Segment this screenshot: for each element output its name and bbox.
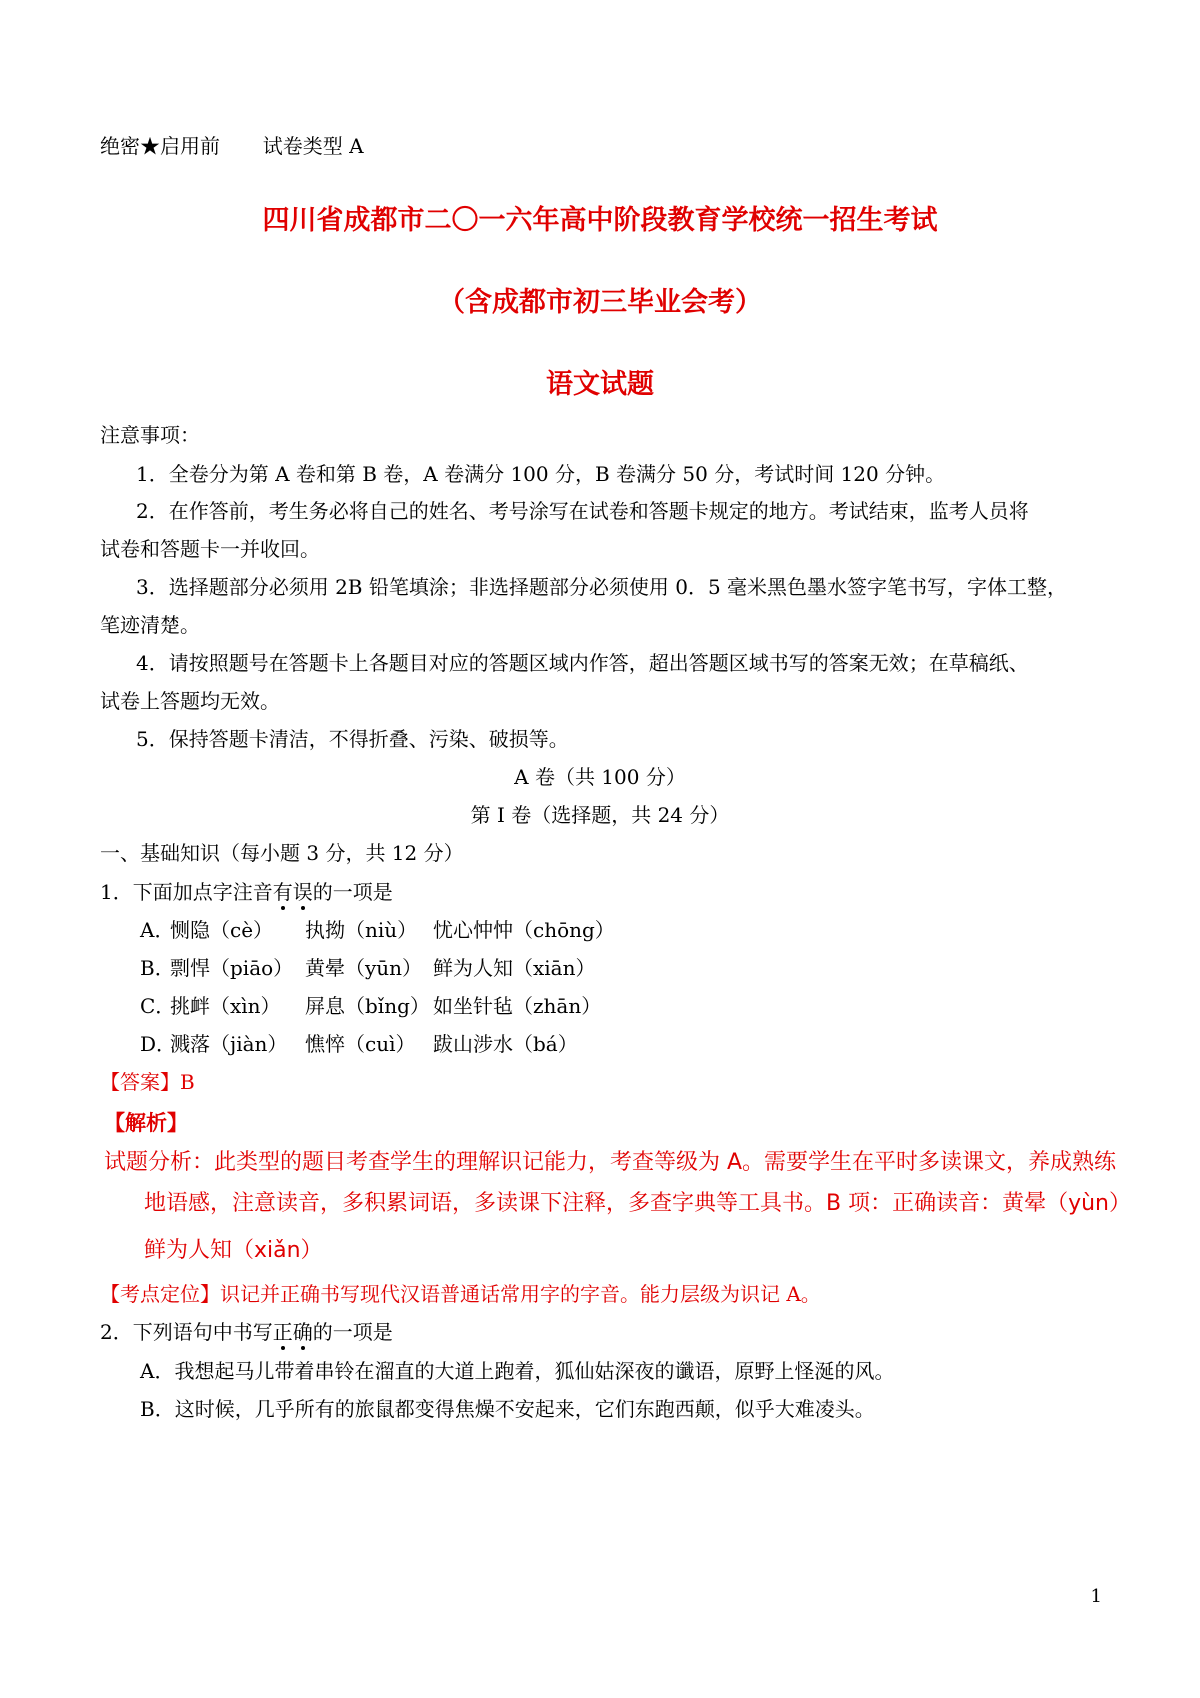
option-word: 跋山涉水（bá） xyxy=(433,1032,578,1056)
option-word: 黄晕（yūn） xyxy=(305,956,423,980)
question-2-stem: 2．下列语句中书写正确的一项是 xyxy=(100,1320,393,1344)
note-item-1: 1．全卷分为第 A 卷和第 B 卷，A 卷满分 100 分，B 卷满分 50 分，考试时间 120 分钟。 xyxy=(136,462,946,486)
exam-title: 四川省成都市二〇一六年高中阶段教育学校统一招生考试 xyxy=(262,205,938,236)
option-label: C． xyxy=(140,994,176,1018)
question-1-stem: 1．下面加点字注音有误的一项是 xyxy=(100,880,393,904)
option-word: 屏息（bǐng） xyxy=(305,994,430,1018)
a-paper-heading: A 卷（共 100 分） xyxy=(514,765,686,789)
option-word: 恻隐（cè） xyxy=(170,918,274,942)
emphasis-char: 确 xyxy=(292,1320,313,1344)
note-item-2: 2．在作答前，考生务必将自己的姓名、考号涂写在试卷和答题卡规定的地方。考试结束，监考人员将 xyxy=(136,499,1029,523)
kaodian-text: 识记并正确书写现代汉语普通话常用字的字音。能力层级为识记 A。 xyxy=(220,1282,821,1306)
question-1-kaodian xyxy=(100,1282,821,1306)
analysis-line-1: 试题分析：此类型的题目考查学生的理解识记能力，考查等级为 A。需要学生在平时多读课文，养成熟练 xyxy=(104,1150,1117,1175)
note-item-5: 5．保持答题卡清洁，不得折叠、污染、破损等。 xyxy=(136,727,569,751)
option-word: 剽悍（piāo） xyxy=(170,956,294,980)
analysis-tag: 【解析】 xyxy=(104,1110,188,1135)
subject-title: 语文试题 xyxy=(546,369,654,400)
option-label: D． xyxy=(140,1032,177,1056)
option-word: 溅落（jiàn） xyxy=(170,1032,288,1056)
option-word: 忧心忡忡（chōng） xyxy=(433,918,615,942)
part-one-heading: 第 I 卷（选择题，共 24 分） xyxy=(470,803,730,827)
emphasis-char: 正 xyxy=(272,1320,293,1344)
header-line xyxy=(100,134,364,158)
answer-value: B xyxy=(180,1070,195,1094)
question-1-answer xyxy=(100,1070,195,1094)
basic-knowledge-heading: 一、基础知识（每小题 3 分，共 12 分） xyxy=(100,841,464,865)
emphasis-char: 误 xyxy=(292,880,313,904)
option-word: 执拗（niù） xyxy=(305,918,418,942)
answer-tag: 【答案】 xyxy=(100,1070,180,1094)
kaodian-tag: 【考点定位】 xyxy=(100,1282,220,1306)
note-item-4: 4．请按照题号在答题卡上各题目对应的答题区域内作答，超出答题区域书写的答案无效；在草稿纸、 xyxy=(136,651,1029,675)
note-item-2-cont: 试卷和答题卡一并收回。 xyxy=(100,537,320,561)
option-word: 鲜为人知（xiān） xyxy=(433,956,596,980)
notes-heading: 注意事项： xyxy=(100,423,200,447)
question-2-option-a: A．我想起马儿带着串铃在溜直的大道上跑着，狐仙姑深夜的谶语，原野上怪涎的风。 xyxy=(140,1359,895,1383)
analysis-line-3: 鲜为人知（xiǎn） xyxy=(144,1238,323,1263)
page-number: 1 xyxy=(1090,1586,1102,1607)
note-item-4-cont: 试卷上答题均无效。 xyxy=(100,689,280,713)
option-label: A． xyxy=(140,918,175,942)
option-label: B． xyxy=(140,956,175,980)
analysis-line-2: 地语感，注意读音，多积累词语，多读课下注释，多查字典等工具书。B 项：正确读音：黄晕（yùn） xyxy=(144,1191,1131,1216)
note-item-3: 3．选择题部分必须用 2B 铅笔填涂；非选择题部分必须使用 0．5 毫米黑色墨水签字笔书写，字体工整， xyxy=(136,575,1068,599)
exam-subtitle: （含成都市初三毕业会考） xyxy=(438,287,762,318)
option-word: 憔悴（cuì） xyxy=(305,1032,416,1056)
paper-type-label: 试卷类型 A xyxy=(262,134,364,158)
option-word: 如坐针毡（zhān） xyxy=(433,994,602,1018)
confidential-label: 绝密★启用前 xyxy=(100,134,220,158)
question-2-option-b: B．这时候，几乎所有的旅鼠都变得焦燥不安起来，它们东跑西颠，似乎大难凌头。 xyxy=(140,1397,875,1421)
option-word: 挑衅（xìn） xyxy=(170,994,281,1018)
note-item-3-cont: 笔迹清楚。 xyxy=(100,613,200,637)
emphasis-char: 有 xyxy=(272,880,293,904)
